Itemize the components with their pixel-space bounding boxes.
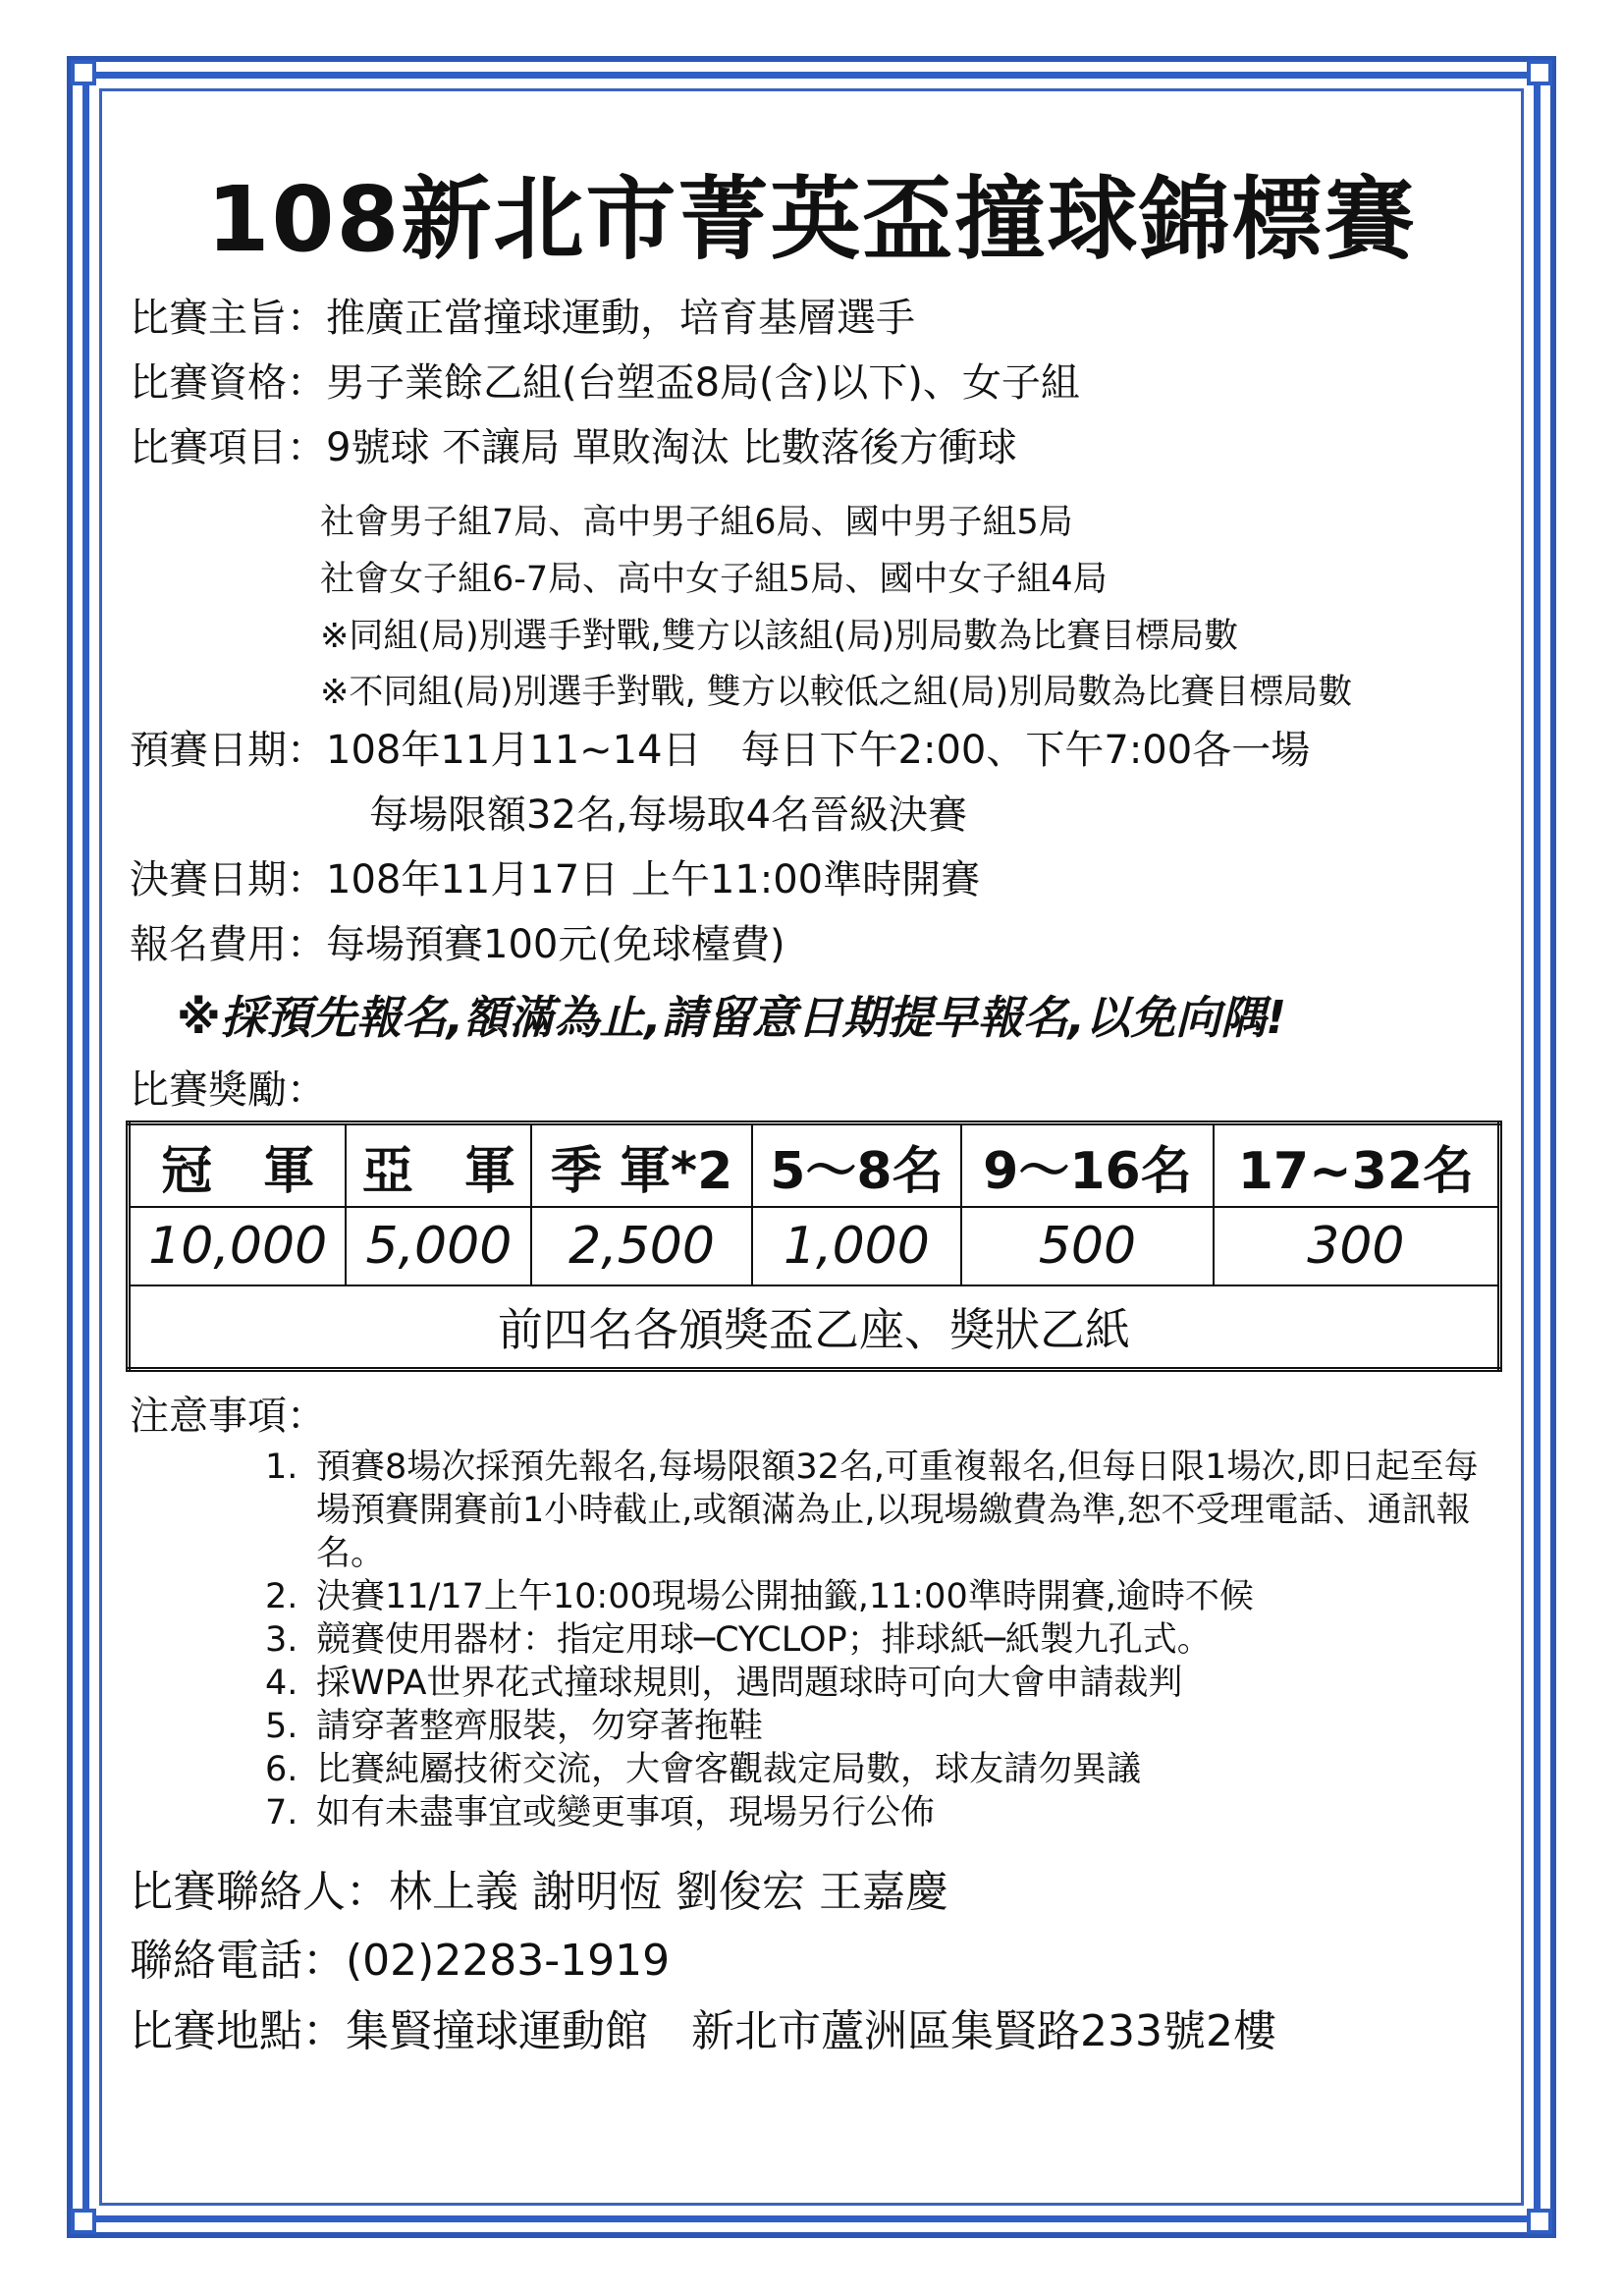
prelim-quota-line: 每場限額32名,每場取4名晉級決賽: [369, 793, 968, 838]
note-text: 決賽11/17上午10:00現場公開抽籤,11:00準時開賽,逾時不候: [316, 1577, 1254, 1616]
prize-header-cell: 5～8名: [752, 1123, 961, 1208]
registration-warning: ※採預先報名,額滿為止,請留意日期提早報名,以免向隅!: [177, 991, 1287, 1044]
note-text: 請穿著整齊服裝，勿穿著拖鞋: [316, 1707, 764, 1746]
prize-amount-cell: 300: [1214, 1207, 1500, 1285]
note-item: [265, 1618, 1512, 1662]
prize-amount-cell: 1,000: [752, 1207, 961, 1285]
prize-amount-cell: 500: [961, 1207, 1214, 1285]
prize-header-cell: 17~32名: [1214, 1123, 1500, 1208]
phone-line: 聯絡電話：(02)2283-1919: [130, 1936, 671, 1986]
note-text: 採WPA世界花式撞球規則，遇問題球時可向大會申請裁判: [316, 1664, 1183, 1703]
purpose-line: 比賽主旨：推廣正當撞球運動，培育基層選手: [130, 296, 915, 341]
event-detail-line: 社會女子組6-7局、高中女子組5局、國中女子組4局: [320, 560, 1108, 599]
note-number: 1.: [265, 1448, 298, 1487]
event-rule-line: ※同組(局)別選手對戰,雙方以該組(局)別局數為比賽目標局數: [320, 617, 1239, 656]
event-detail-line: 社會男子組7局、高中男子組6局、國中男子組5局: [320, 503, 1073, 542]
note-number: 3.: [265, 1620, 298, 1660]
eligibility-line: 比賽資格：男子業餘乙組(台塑盃8局(含)以下)、女子組: [130, 360, 1080, 406]
prize-header-cell: 9～16名: [961, 1123, 1214, 1208]
corner-ornament-bottom-left: [71, 2209, 96, 2234]
note-item: [265, 1662, 1512, 1705]
prize-amount-cell: 10,000: [129, 1207, 347, 1285]
note-item: [265, 1575, 1512, 1618]
note-item: [265, 1791, 1512, 1834]
final-date-line: 決賽日期：108年11月17日 上午11:00準時開賽: [130, 857, 981, 902]
event-rule-line: ※不同組(局)別選手對戰, 雙方以較低之組(局)別局數為比賽目標局數: [320, 673, 1353, 712]
prelim-date-line: 預賽日期：108年11月11~14日 每日下午2:00、下午7:00各一場: [130, 728, 1311, 773]
fee-line: 報名費用：每場預賽100元(免球檯費): [130, 922, 785, 967]
note-text: 比賽純屬技術交流，大會客觀裁定局數，球友請勿異議: [316, 1750, 1142, 1789]
note-text: 預賽8場次採預先報名,每場限額32名,可重複報名,但每日限1場次,即日起至每場預賽開賽前1小時截止,或額滿為止,以現場繳費為準,恕不受理電話、通訊報名。: [316, 1448, 1479, 1573]
prize-table: [126, 1121, 1502, 1372]
prize-header-cell: 冠 軍: [129, 1123, 347, 1208]
venue-line: 比賽地點：集賢撞球運動館 新北市蘆洲區集賢路233號2樓: [130, 2006, 1276, 2056]
prize-header-cell: 季 軍*2: [531, 1123, 751, 1208]
prize-heading: 比賽獎勵：: [130, 1067, 326, 1113]
contacts-line: 比賽聯絡人：林上義 謝明恆 劉俊宏 王嘉慶: [130, 1867, 948, 1917]
note-item: [265, 1705, 1512, 1748]
note-text: 競賽使用器材：指定用球─CYCLOP；排球紙─紙製九孔式。: [316, 1620, 1212, 1660]
prize-footer-row: [129, 1285, 1500, 1370]
corner-ornament-top-right: [1527, 60, 1552, 85]
note-number: 5.: [265, 1707, 298, 1746]
note-number: 6.: [265, 1750, 298, 1789]
notes-list: [265, 1446, 1512, 1834]
note-item: [265, 1446, 1512, 1575]
prize-amount-cell: 2,500: [531, 1207, 751, 1285]
prize-header-row: [129, 1123, 1500, 1208]
corner-ornament-top-left: [71, 60, 96, 85]
prize-footer-cell: 前四名各頒獎盃乙座、獎狀乙紙: [129, 1285, 1500, 1370]
events-line: 比賽項目：9號球 不讓局 單敗淘汰 比數落後方衝球: [130, 425, 1017, 470]
prize-amount-cell: 5,000: [346, 1207, 531, 1285]
prize-amount-row: [129, 1207, 1500, 1285]
note-item: [265, 1748, 1512, 1791]
note-number: 4.: [265, 1664, 298, 1703]
corner-ornament-bottom-right: [1527, 2209, 1552, 2234]
note-text: 如有未盡事宜或變更事項，現場另行公佈: [316, 1793, 936, 1832]
note-number: 7.: [265, 1793, 298, 1832]
note-number: 2.: [265, 1577, 298, 1616]
page-title: 108新北市菁英盃撞球錦標賽: [206, 167, 1417, 272]
prize-header-cell: 亞 軍: [346, 1123, 531, 1208]
notes-heading: 注意事項：: [130, 1394, 326, 1439]
